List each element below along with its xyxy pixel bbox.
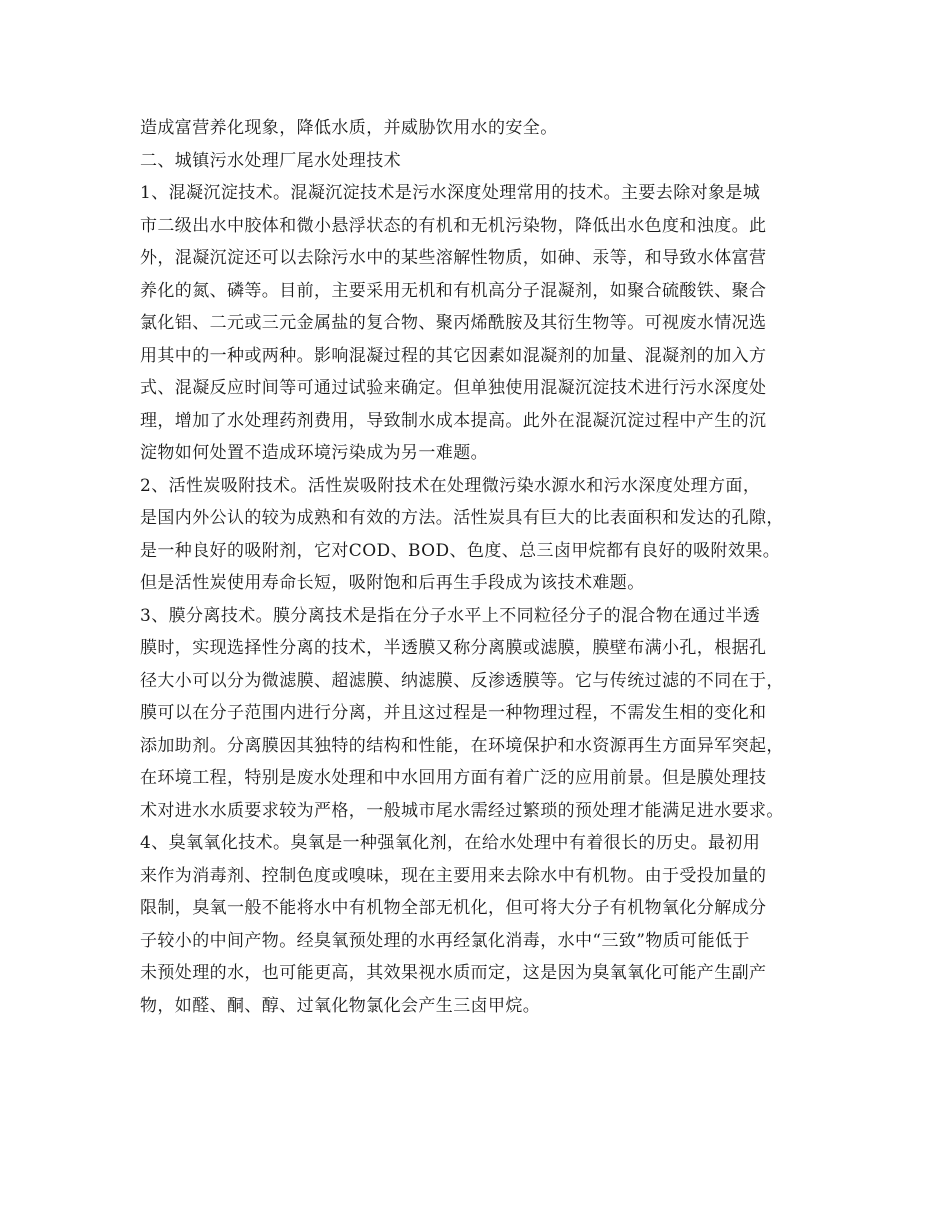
text-line: 氯化铝、二元或三元金属盐的复合物、聚丙烯酰胺及其衍生物等。可视废水情况选: [140, 313, 767, 333]
text-line: 用其中的一种或两种。影响混凝过程的其它因素如混凝剂的加量、混凝剂的加入方: [140, 345, 767, 366]
section-heading: 二、城镇污水处理厂尾水处理技术: [140, 150, 401, 171]
text-line: 术对进水水质要求较为严格，一般城市尾水需经过繁琐的预处理才能满足进水要求。: [140, 800, 784, 821]
text-line: 养化的氮、磷等。目前，主要采用无机和有机高分子混凝剂，如聚合硫酸铁、聚合: [140, 280, 767, 301]
text-line: 来作为消毒剂、控制色度或嗅味，现在主要用来去除水中有机物。由于受投加量的: [140, 865, 767, 886]
text-line: 膜时，实现选择性分离的技术，半透膜又称分离膜或滤膜，膜壁布满小孔，根据孔: [140, 638, 767, 658]
text-line: 1、混凝沉淀技术。混凝沉淀技术是污水深度处理常用的技术。主要去除对象是城: [140, 183, 761, 203]
document-body: [140, 112, 820, 1022]
text-line: 4、臭氧氧化技术。臭氧是一种强氧化剂，在给水处理中有着很长的历史。最初用: [140, 833, 761, 853]
text-line: 市二级出水中胶体和微小悬浮状态的有机和无机污染物，降低出水色度和浊度。此: [140, 215, 767, 236]
text-line: 在环境工程，特别是废水处理和中水回用方面有着广泛的应用前景。但是膜处理技: [140, 768, 767, 788]
text-line: 造成富营养化现象，降低水质，并威胁饮用水的安全。: [140, 118, 558, 138]
text-line: 膜可以在分子范围内进行分离，并且这过程是一种物理过程，不需发生相的变化和: [140, 703, 767, 723]
text-line: 是国内外公认的较为成熟和有效的方法。活性炭具有巨大的比表面积和发达的孔隙，: [140, 508, 784, 528]
text-line: 径大小可以分为微滤膜、超滤膜、纳滤膜、反渗透膜等。它与传统过滤的不同在于，: [140, 670, 784, 691]
text-line: 添加助剂。分离膜因其独特的结构和性能，在环境保护和水资源再生方面异军突起，: [140, 735, 784, 756]
text-line: 物，如醛、酮、醇、过氧化物氯化会产生三卤甲烷。: [140, 995, 541, 1016]
text-line: 3、膜分离技术。膜分离技术是指在分子水平上不同粒径分子的混合物在通过半透: [140, 605, 761, 626]
text-line: 淀物如何处置不造成环境污染成为另一难题。: [140, 443, 488, 463]
text-line: 外，混凝沉淀还可以去除污水中的某些溶解性物质，如砷、汞等，和导致水体富营: [140, 248, 767, 268]
text-line: 2、活性炭吸附技术。活性炭吸附技术在处理微污染水源水和污水深度处理方面，: [140, 475, 761, 496]
text-line: 理，增加了水处理药剂费用，导致制水成本提高。此外在混凝沉淀过程中产生的沉: [140, 410, 767, 431]
text-line: 子较小的中间产物。经臭氧预处理的水再经氯化消毒，水中“三致”物质可能低于: [140, 930, 750, 951]
text-line: 限制，臭氧一般不能将水中有机物全部无机化，但可将大分子有机物氧化分解成分: [140, 898, 767, 918]
text-line: 但是活性炭使用寿命长短，吸附饱和后再生手段成为该技术难题。: [140, 573, 645, 593]
text-line: 未预处理的水，也可能更高，其效果视水质而定，这是因为臭氧氧化可能产生副产: [140, 963, 767, 983]
text-line: 式、混凝反应时间等可通过试验来确定。但单独使用混凝沉淀技术进行污水深度处: [140, 378, 767, 398]
text-line: 是一种良好的吸附剂，它对COD、BOD、色度、总三卤甲烷都有良好的吸附效果。: [140, 540, 781, 561]
